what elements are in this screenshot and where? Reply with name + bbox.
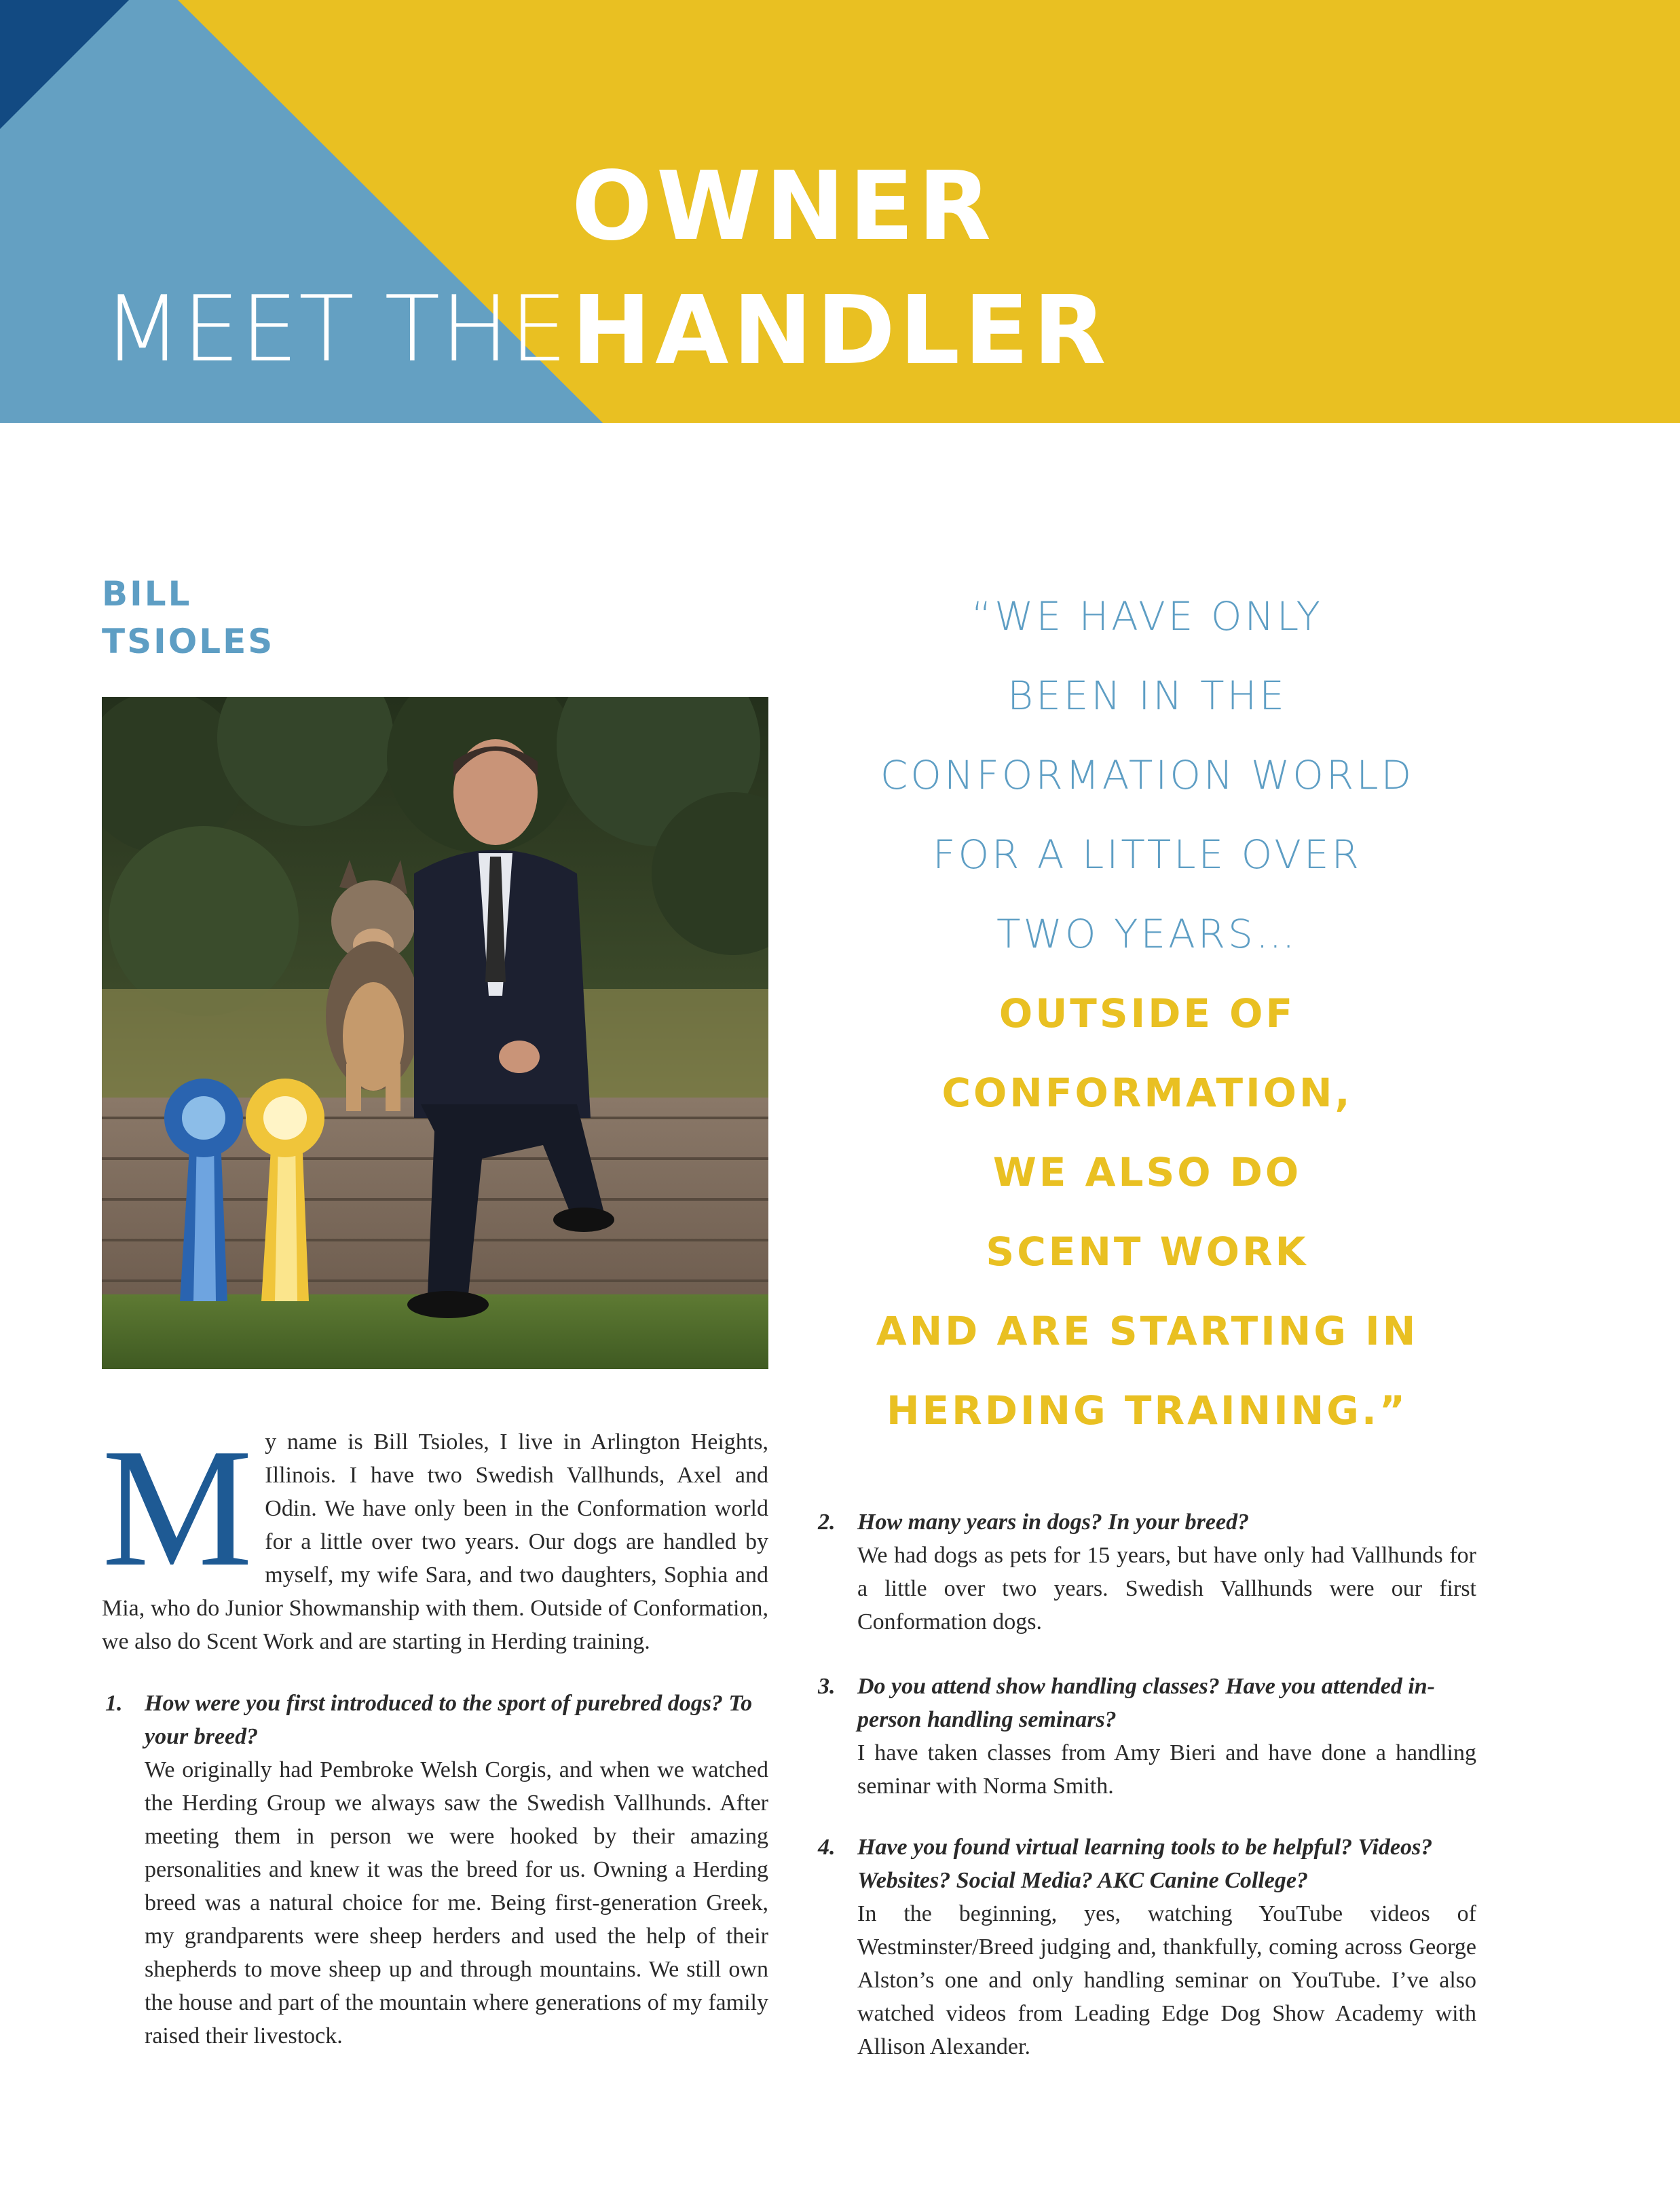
profile-first-name: BILL <box>102 574 192 614</box>
qa-item <box>818 1670 1476 1803</box>
title-handler: HANDLER <box>572 276 1110 386</box>
qa-question: Do you attend show handling classes? Have you attended in-person handling seminars? <box>857 1674 1435 1732</box>
pull-quote-line: BEEN IN THE <box>1007 673 1287 719</box>
qa-number: 4. <box>818 1835 836 1860</box>
qa-item <box>818 1505 1476 1639</box>
pull-quote-highlight-line: WE ALSO DO <box>992 1149 1302 1195</box>
qa-answer: I have taken classes from Amy Bieri and have done a handling seminar with Norma Smith. <box>857 1740 1476 1799</box>
intro-text: y name is Bill Tsioles, I live in Arlington Heights, Illinois. I have two Swedish Vallhunds, Axel and Odin. We have only been in the Conformation world for a little over two years. Our dogs are handled by myself, my wife Sara, and two daughters, Sophia and Mia, who do Junior Showmanship with them. Outside of Conformation, we also do Scent Work and are starting in Herding training. <box>102 1429 768 1654</box>
qa-number: 2. <box>818 1510 836 1535</box>
profile-last-name: TSIOLES <box>102 622 275 661</box>
qa-item <box>818 1831 1476 2063</box>
pull-quote <box>787 577 1507 1451</box>
qa-question: Have you found virtual learning tools to be helpful? Videos? Websites? Social Media? AKC Canine College? <box>857 1835 1433 1893</box>
intro-paragraph <box>102 1414 768 1658</box>
pull-quote-line: TWO YEARS… <box>996 911 1298 957</box>
pull-quote-highlight-line: AND ARE STARTING IN <box>876 1308 1419 1354</box>
pull-quote-line: FOR A LITTLE OVER <box>933 831 1362 878</box>
profile-name <box>102 570 274 665</box>
qa-answer: We had dogs as pets for 15 years, but have only had Vallhunds for a little over two years. Swedish Vallhunds were our first Conformation dogs. <box>857 1543 1476 1634</box>
photo-illustration <box>102 697 768 1369</box>
title-meet-the: MEET THE <box>103 276 568 382</box>
title-owner: OWNER <box>572 151 996 262</box>
pull-quote-highlight-line: HERDING TRAINING.” <box>886 1387 1408 1434</box>
pull-quote-highlight-line: SCENT WORK <box>986 1229 1309 1275</box>
qa-question: How many years in dogs? In your breed? <box>857 1510 1250 1535</box>
pull-quote-highlight-line: OUTSIDE OF <box>998 990 1296 1036</box>
qa-number: 3. <box>818 1674 836 1699</box>
drop-cap: M <box>102 1414 253 1602</box>
qa-answer: We originally had Pembroke Welsh Corgis, and when we watched the Herding Group we always saw the Swedish Vallhunds. After meeting them in person we were hooked by their amazing personalities and knew it was the breed for us. Owning a Herding breed was a natural choice for me. Being first-generation Greek, my grandparents were sheep herders and used the help of their shepherds to move sheep up and through mountains. We still own the house and part of the mountain where generations of my family raised their livestock. <box>145 1757 768 2048</box>
profile-photo <box>102 697 768 1369</box>
qa-answer: In the beginning, yes, watching YouTube videos of Westminster/Breed judging and, thankfully, coming across George Alston’s one and only handling seminar on YouTube. I’ve also watched videos from Leading Edge Dog Show Academy with Allison Alexander. <box>857 1901 1476 2059</box>
pull-quote-line: “WE HAVE ONLY <box>971 593 1323 639</box>
qa-number: 1. <box>105 1691 123 1716</box>
qa-question: How were you first introduced to the sport of purebred dogs? To your breed? <box>145 1691 753 1749</box>
header-banner <box>0 0 1680 423</box>
pull-quote-line: CONFORMATION WORLD <box>880 752 1415 798</box>
pull-quote-highlight-line: CONFORMATION, <box>941 1070 1353 1116</box>
qa-item <box>105 1687 768 2053</box>
